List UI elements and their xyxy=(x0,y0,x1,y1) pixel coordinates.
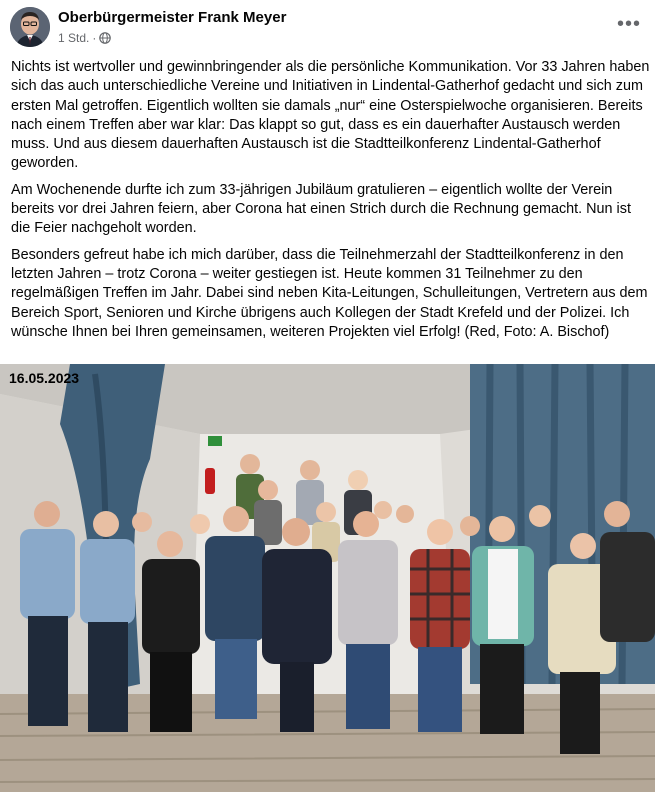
post-photo[interactable] xyxy=(0,364,655,792)
more-dots-icon[interactable]: ••• xyxy=(616,12,641,35)
meta-separator: · xyxy=(92,31,97,45)
globe-icon xyxy=(99,32,111,44)
post-paragraph-1: Nichts ist wertvoller und gewinnbringender als die persönliche Kommunikation. Vor 33 Jahren haben sich das auch unterschiedliche Vereine und Initiativen in Lindental-Gatherhof gedacht und sich zum ersten Mal getroffen. Eigentlich wollten sie damals „nur“ eine Osterspielwoche organisieren. Bereits nach einem Treffen aber war klar: Das klappt so gut, dass es ein dauerhafter Austausch werden muss. Und aus diesem dauerhaften Austausch ist die Stadtteilkonferenz Lindental-Gatherhof geworden. xyxy=(11,59,650,172)
post-body xyxy=(11,58,651,349)
photo-date: 16.05.2023 xyxy=(9,370,80,386)
post-header xyxy=(0,0,655,52)
author-name[interactable]: Oberbürgermeister Frank Meyer xyxy=(58,9,287,26)
post-time[interactable]: 1 Std. xyxy=(58,31,90,45)
avatar[interactable] xyxy=(10,7,50,47)
post-paragraph-2: Am Wochenende durfte ich zum 33-jährigen Jubiläum gratulieren – eigentlich wollte der Verein bereits vor drei Jahren feiern, aber Corona hat einen Strich durch die Rechnung gemacht. Nun ist die Feier nachgeholt worden. xyxy=(11,181,631,237)
post-paragraph-3: Besonders gefreut habe ich mich darüber, dass die Teilnehmerzahl der Stadtteilkonferenz in den letzten Jahren – trotz Corona – weiter gestiegen ist. Heute kommen 31 Teilnehmer zu den regelmäßigen Treffen im Jahr. Dabei sind neben Kita-Leitungen, Schulleitungen, Vertretern aus dem Bereich Sport, Senioren und Kirche übrigens auch Kollegen der Stadt Krefeld und der Polizei. Ich wünsche Ihnen bei Ihren gemeinsamen, weiteren Projekten viel Erfolg! (Red, Foto: A. Bischof) xyxy=(11,246,648,340)
group-photo-illustration xyxy=(0,364,655,792)
avatar-portrait xyxy=(10,7,50,47)
post-meta xyxy=(58,31,111,45)
